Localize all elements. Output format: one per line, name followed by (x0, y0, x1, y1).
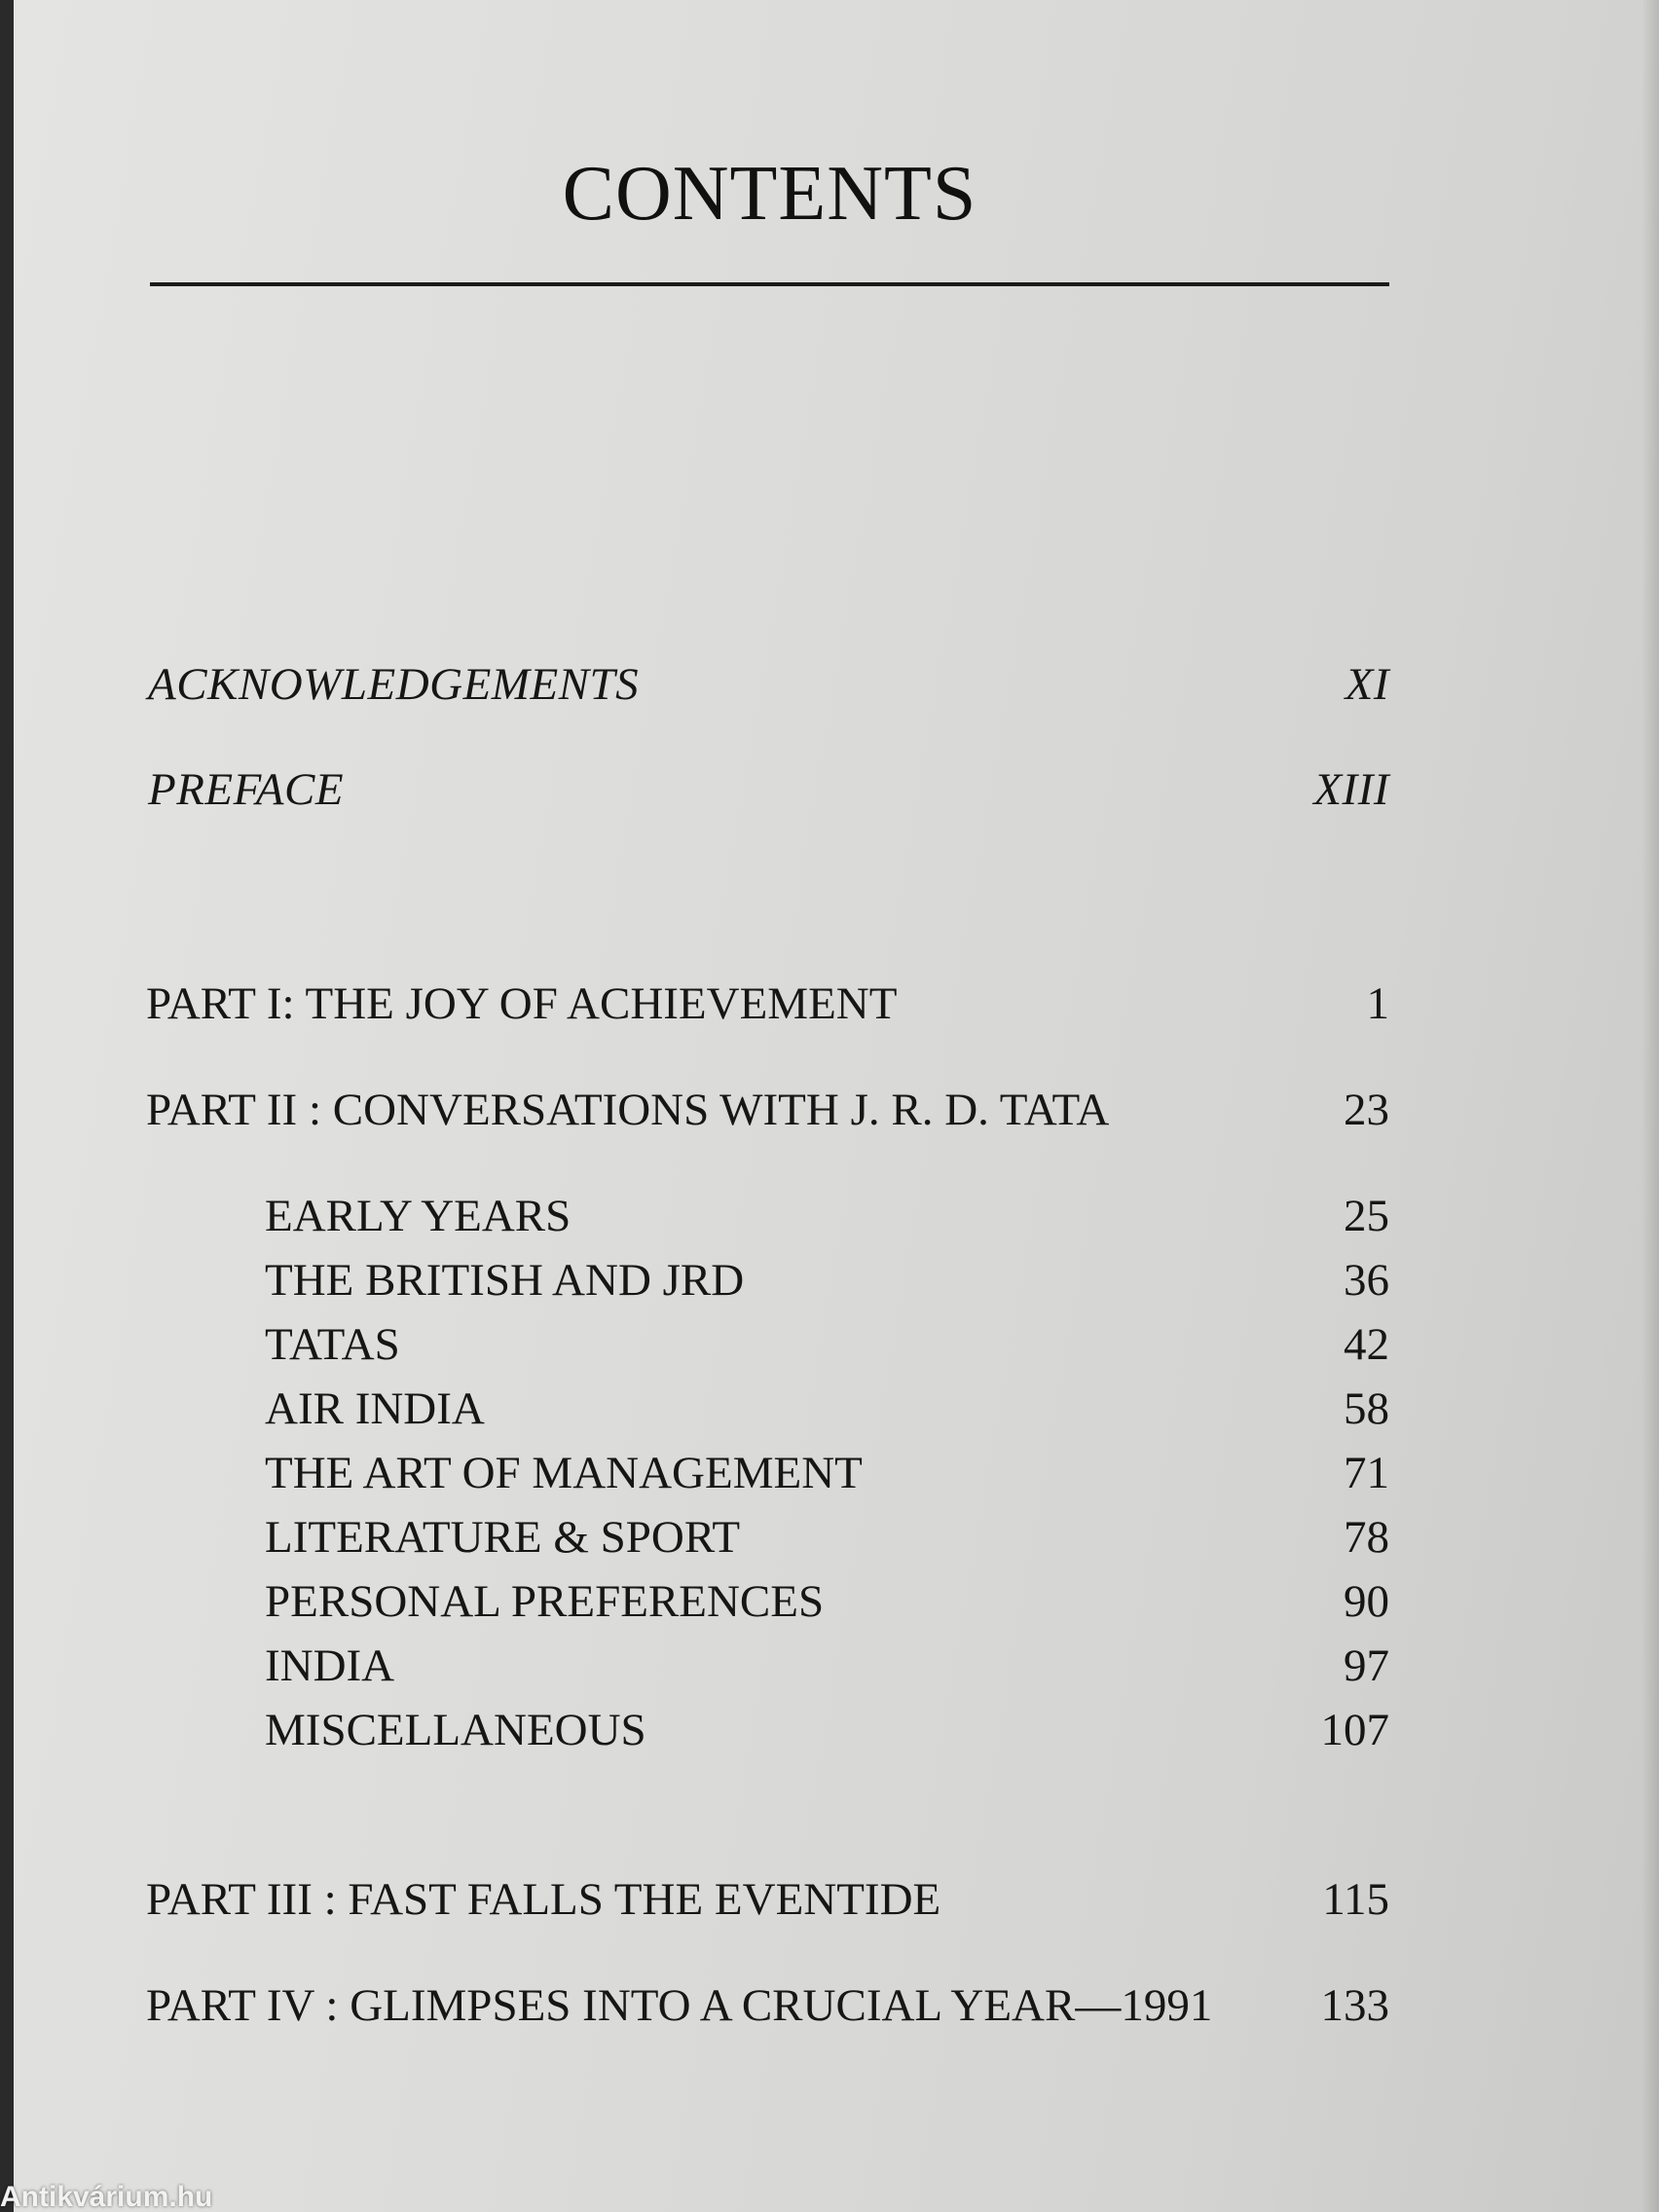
toc-entry-part-1 (146, 977, 1389, 1030)
toc-entry-title: THE BRITISH AND JRD (265, 1255, 745, 1306)
toc-entry-air-india (265, 1382, 1389, 1435)
toc-entry-personal-preferences (265, 1575, 1389, 1628)
toc-entry-page: 133 (1320, 1980, 1389, 2031)
toc-entry-india (265, 1640, 1389, 1692)
title-underline (150, 282, 1389, 286)
toc-entry-page: XIII (1313, 764, 1389, 815)
toc-entry-title: AIR INDIA (265, 1383, 485, 1434)
watermark: Antikvárium.hu (0, 2183, 213, 2212)
toc-entry-art-of-management (265, 1447, 1389, 1499)
toc-entry-early-years (265, 1190, 1389, 1242)
book-page (14, 0, 1659, 2212)
toc-entry-title: THE ART OF MANAGEMENT (265, 1448, 863, 1498)
toc-entry-title: PART III : FAST FALLS THE EVENTIDE (146, 1874, 941, 1925)
toc-entry-title: INDIA (265, 1641, 395, 1691)
toc-entry-tatas (265, 1318, 1389, 1371)
toc-entry-page: 25 (1344, 1191, 1389, 1241)
toc-entry-acknowledgements (148, 658, 1389, 711)
toc-entry-title: PART II : CONVERSATIONS WITH J. R. D. TATA (146, 1085, 1110, 1135)
toc-entry-title: PART IV : GLIMPSES INTO A CRUCIAL YEAR—1991 (146, 1980, 1213, 2031)
page-title: CONTENTS (562, 151, 977, 237)
toc-entry-literature-sport (265, 1511, 1389, 1564)
toc-entry-title: TATAS (265, 1319, 400, 1370)
toc-entry-page: 58 (1344, 1383, 1389, 1434)
page-edge-shadow (1641, 0, 1659, 2212)
toc-entry-title: PERSONAL PREFERENCES (265, 1576, 825, 1627)
toc-entry-page: 107 (1320, 1705, 1389, 1755)
toc-entry-part-3 (146, 1873, 1389, 1926)
toc-entry-british-and-jrd (265, 1254, 1389, 1307)
toc-entry-page: XI (1345, 659, 1389, 710)
toc-entry-page: 115 (1322, 1874, 1389, 1925)
toc-entry-preface (148, 763, 1389, 816)
toc-entry-page: 71 (1344, 1448, 1389, 1498)
toc-entry-part-2 (146, 1084, 1389, 1136)
toc-entry-title: ACKNOWLEDGEMENTS (148, 659, 640, 710)
toc-entry-title: MISCELLANEOUS (265, 1705, 646, 1755)
toc-entry-page: 90 (1344, 1576, 1389, 1627)
toc-entry-title: LITERATURE & SPORT (265, 1512, 741, 1563)
toc-entry-page: 97 (1344, 1641, 1389, 1691)
toc-entry-page: 1 (1366, 978, 1389, 1029)
toc-entry-title: PART I: THE JOY OF ACHIEVEMENT (146, 978, 898, 1029)
toc-entry-title: EARLY YEARS (265, 1191, 571, 1241)
toc-entry-part-4 (146, 1979, 1389, 2032)
toc-entry-page: 42 (1344, 1319, 1389, 1370)
toc-entry-miscellaneous (265, 1704, 1389, 1756)
toc-entry-page: 78 (1344, 1512, 1389, 1563)
toc-entry-page: 36 (1344, 1255, 1389, 1306)
toc-entry-page: 23 (1344, 1085, 1389, 1135)
toc-entry-title: PREFACE (148, 764, 345, 815)
